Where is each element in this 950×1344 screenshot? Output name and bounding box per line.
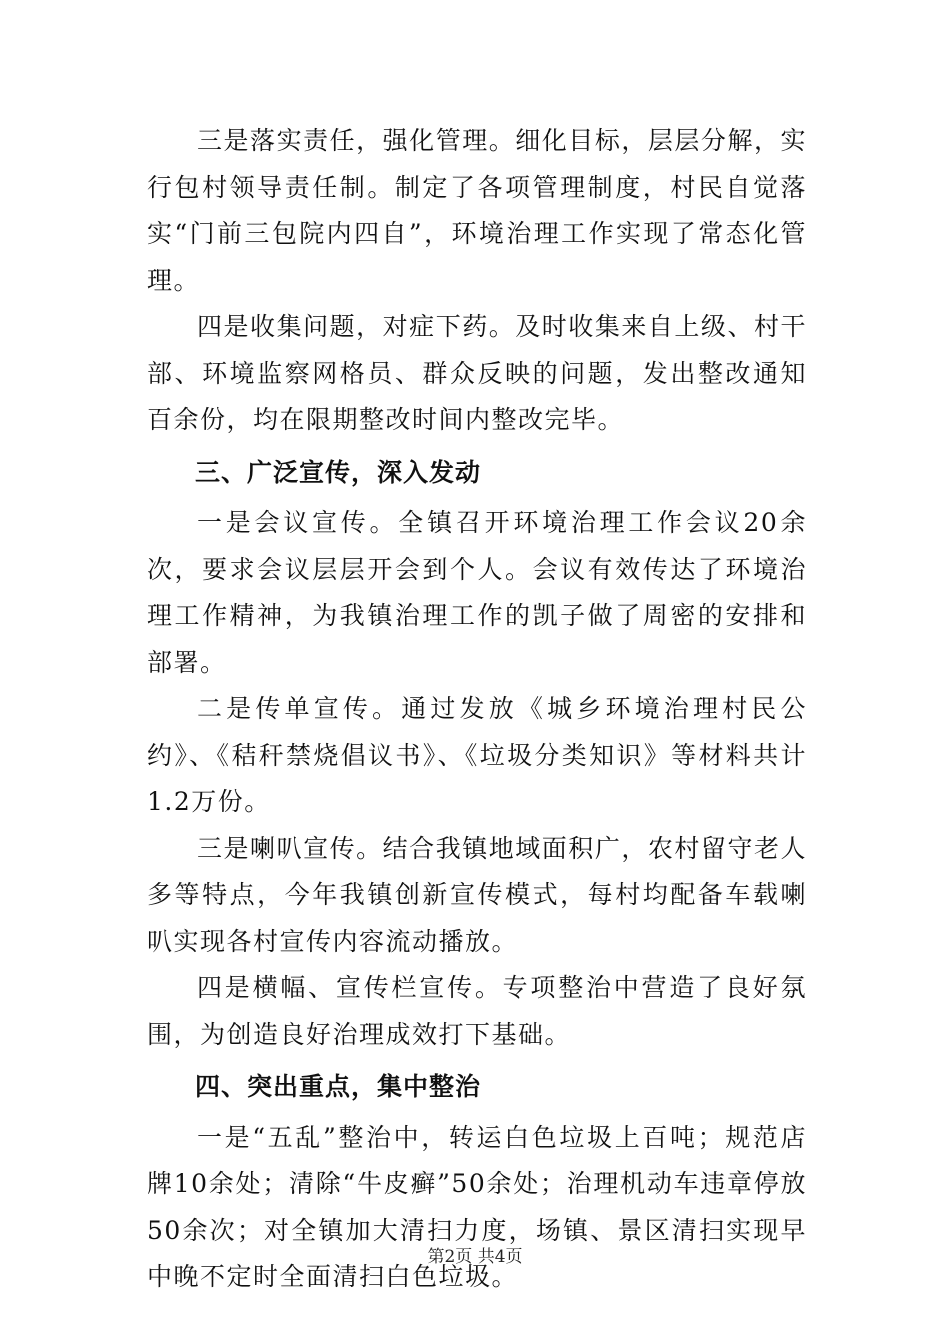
paragraph-speaker-publicity: 三是喇叭宣传。结合我镇地域面积广，农村留守老人多等特点，今年我镇创新宣传模式，每村均配备车载喇叭实现各村宣传内容流动播放。 (147, 833, 807, 956)
document-body (147, 118, 807, 1301)
section-heading-focus: 四、突出重点，集中整治 (195, 1072, 482, 1101)
paragraph-meeting-publicity: 一是会议宣传。全镇召开环境治理工作会议20余次，要求会议层层开会到个人。会议有效传达了环境治理工作精神，为我镇治理工作的凯子做了周密的安排和部署。 (147, 508, 807, 677)
paragraph-responsibility: 三是落实责任，强化管理。细化目标，层层分解，实行包村领导责任制。制定了各项管理制度，村民自觉落实“门前三包院内四自”，环境治理工作实现了常态化管理。 (147, 126, 807, 295)
paragraph-banner-publicity: 四是横幅、宣传栏宣传。专项整治中营造了良好氛围，为创造良好治理成效打下基础。 (147, 973, 807, 1049)
page-number-footer: 第2页 共4页 (427, 1247, 523, 1267)
section-heading-publicity: 三、广泛宣传，深入发动 (195, 457, 482, 487)
paragraph-leaflet-publicity: 二是传单宣传。通过发放《城乡环境治理村民公约》、《秸秆禁烧倡议书》、《垃圾分类知识》等材料共计1.2万份。 (147, 694, 807, 816)
paragraph-five-chaos: 一是“五乱”整治中，转运白色垃圾上百吨；规范店牌10余处；清除“牛皮癣”50余处；治理机动车违章停放50余次；对全镇加大清扫力度，场镇、景区清扫实现早中晚不定时全面清扫白色垃圾。 (147, 1122, 807, 1291)
paragraph-collect-issues: 四是收集问题，对症下药。及时收集来自上级、村干部、环境监察网格员、群众反映的问题，发出整改通知百余份，均在限期整改时间内整改完毕。 (147, 312, 807, 434)
